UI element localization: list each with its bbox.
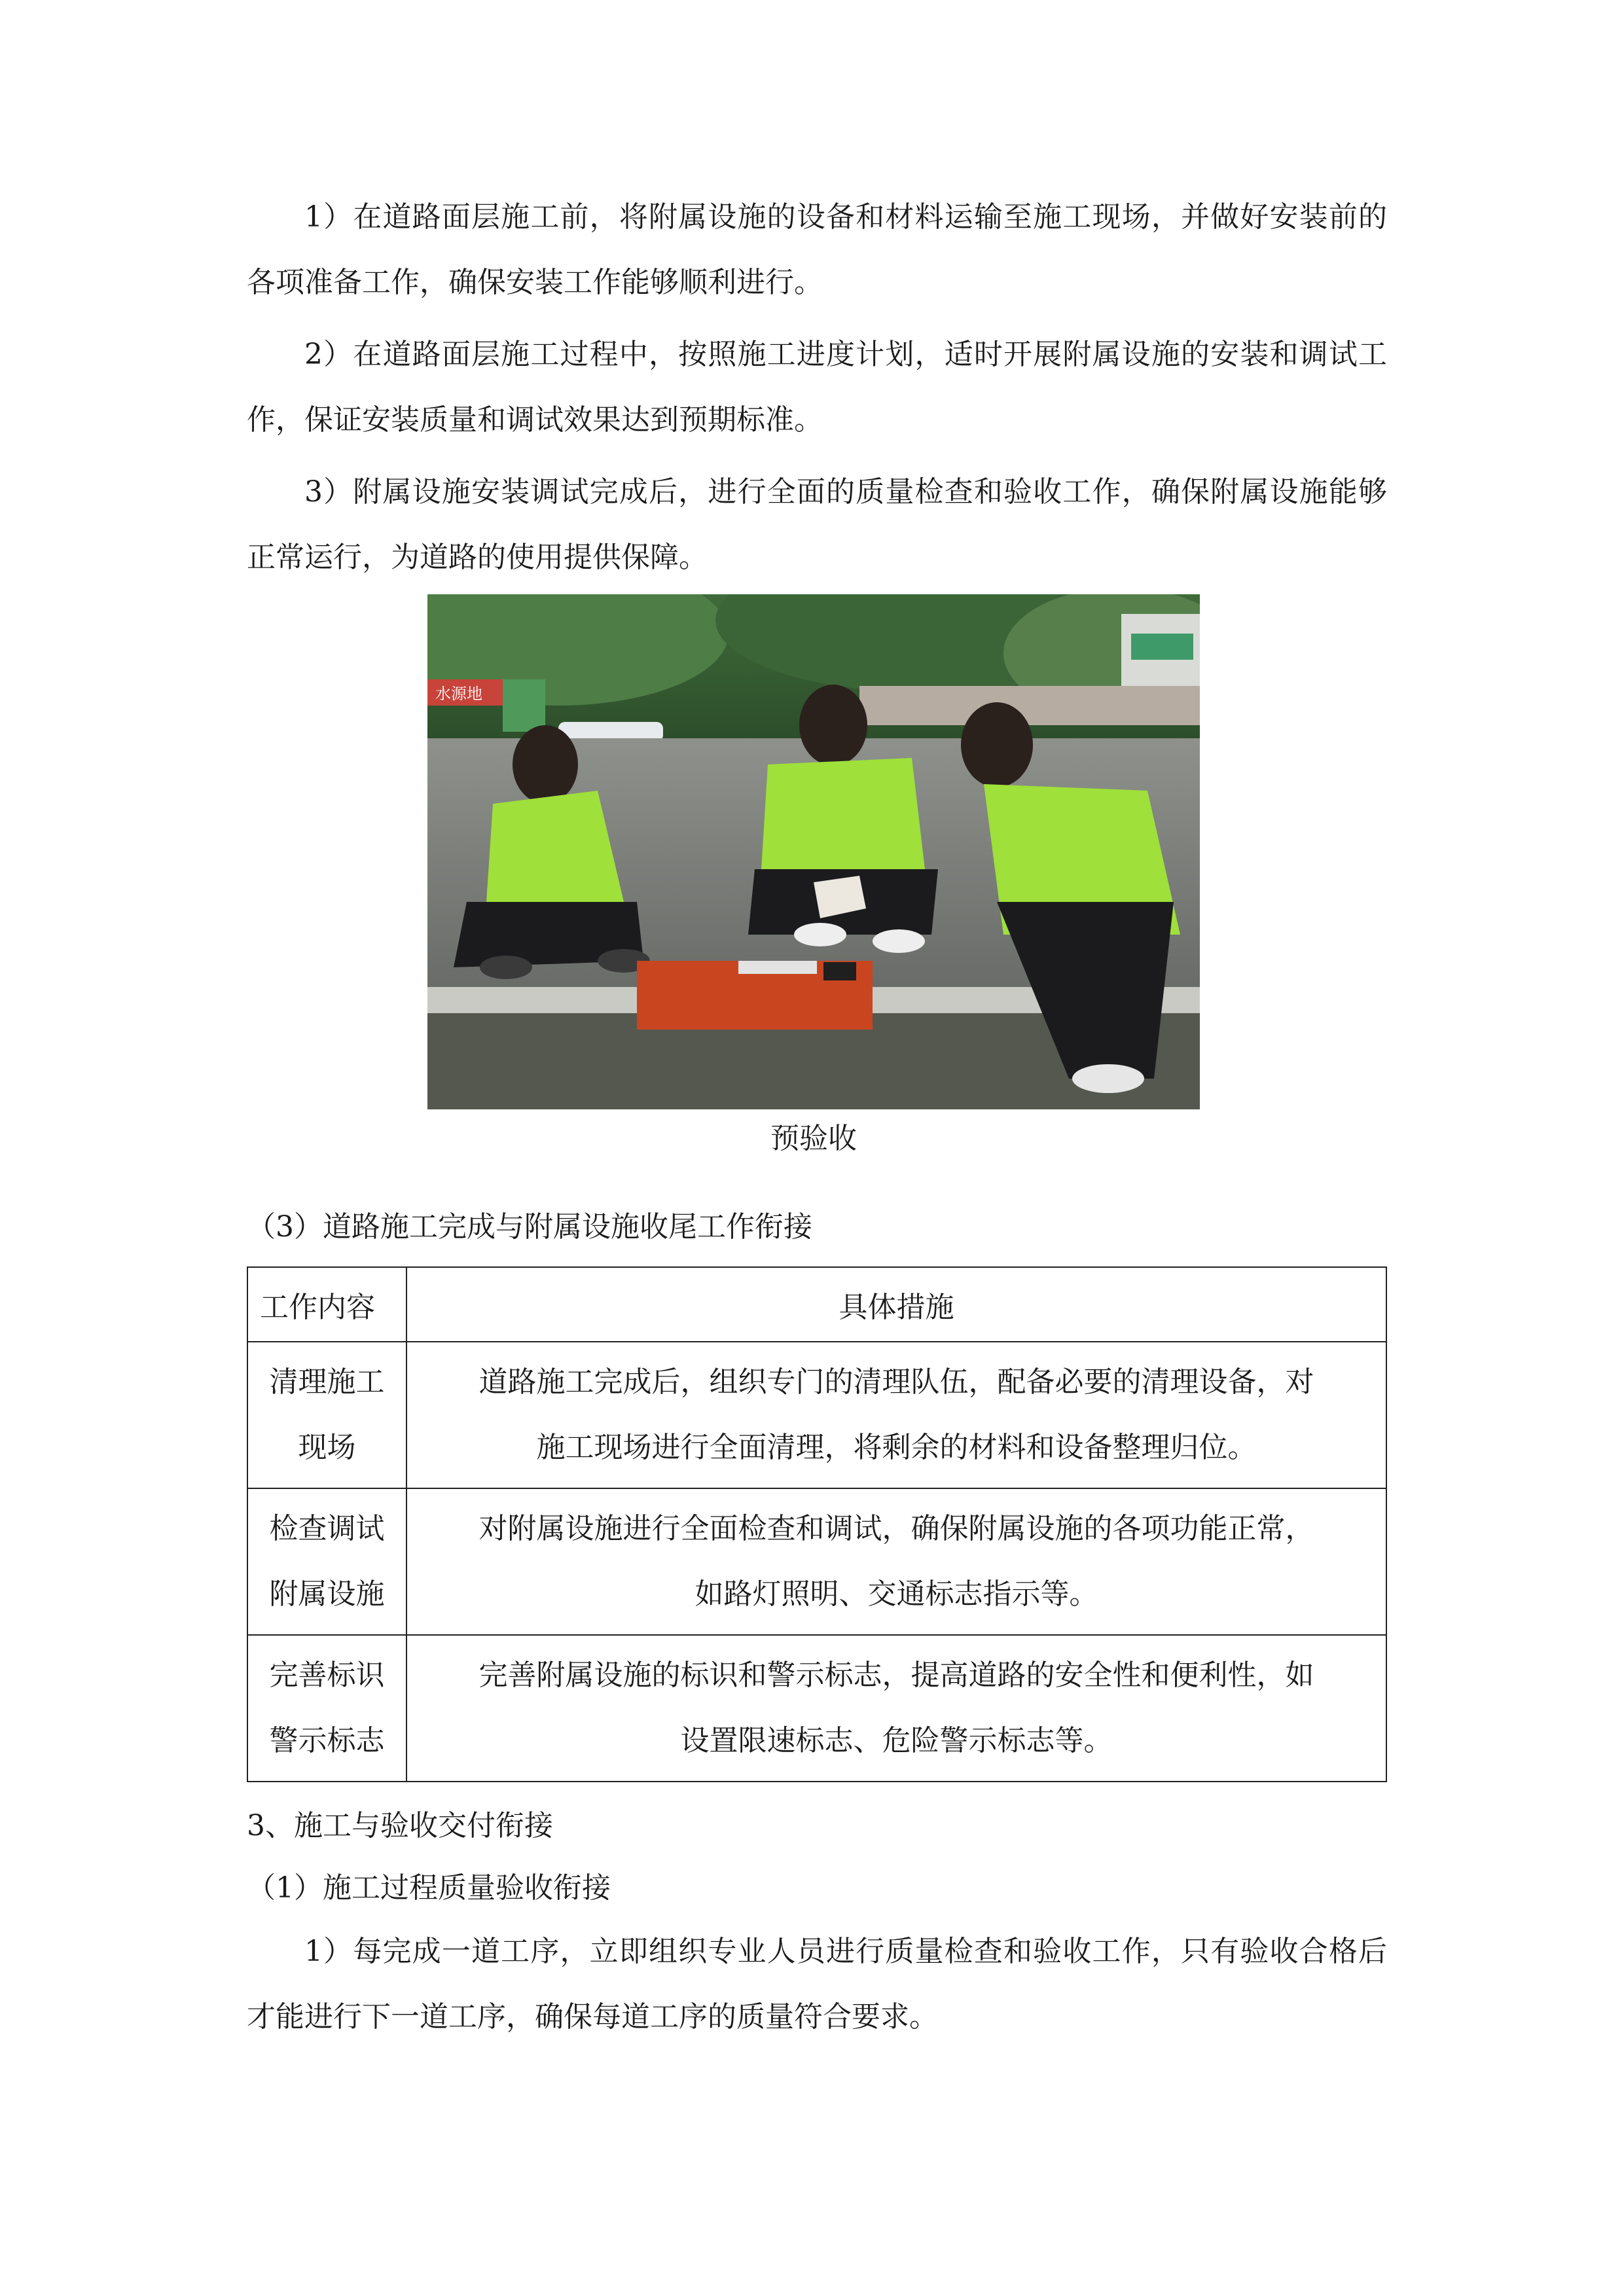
measures-table [247, 1266, 1387, 1782]
photo-sign-text: 水源地 [435, 685, 482, 703]
row-desc-line: 设置限速标志、危险警示标志等。 [680, 1724, 1113, 1757]
table-row [247, 1488, 1386, 1635]
row-name [247, 1635, 406, 1782]
section-3-heading: 3、施工与验收交付衔接 [247, 1809, 553, 1842]
row-desc-line: 对附属设施进行全面检查和调试，确保附属设施的各项功能正常， [478, 1512, 1314, 1545]
paragraph-step-2: 2）在道路面层施工过程中，按照施工进度计划，适时开展附属设施的安装和调试工作，保证安装质量和调试效果达到预期标准。 [247, 338, 1387, 437]
row-desc-line: 如路灯照明、交通标志指示等。 [695, 1577, 1098, 1611]
paragraph-step-3: 3）附属设施安装调试完成后，进行全面的质量检查和验收工作，确保附属设施能够正常运行，为道路的使用提供保障。 [247, 475, 1387, 574]
row-desc-line: 道路施工完成后，组织专门的清理队伍，配备必要的清理设备，对 [478, 1365, 1314, 1399]
table-row [247, 1635, 1386, 1782]
row-name-line: 清理施工 [269, 1365, 385, 1399]
photo-caption: 预验收 [770, 1122, 857, 1155]
row-desc-line: 施工现场进行全面清理，将剩余的材料和设备整理归位。 [536, 1431, 1257, 1464]
photo-illustration [427, 594, 1200, 1109]
header-measures: 具体措施 [406, 1267, 1386, 1342]
paragraph-step-1: 1）在道路面层施工前，将附属设施的设备和材料运输至施工现场，并做好安装前的各项准备工作，确保安装工作能够顺利进行。 [247, 200, 1387, 299]
row-desc [406, 1342, 1386, 1488]
pre-acceptance-photo [427, 594, 1200, 1109]
row-name-line: 附属设施 [269, 1577, 385, 1611]
row-name-line: 警示标志 [269, 1724, 385, 1757]
row-desc-line: 完善附属设施的标识和警示标志，提高道路的安全性和便利性，如 [478, 1659, 1314, 1692]
subsection-heading: （1）施工过程质量验收衔接 [247, 1871, 611, 1905]
paragraph-bottom: 1）每完成一道工序，立即组织专业人员进行质量检查和验收工作，只有验收合格后才能进行下一道工序，确保每道工序的质量符合要求。 [247, 1935, 1387, 2034]
row-name [247, 1488, 406, 1635]
row-desc [406, 1488, 1386, 1635]
row-name-line: 完善标识 [269, 1659, 385, 1692]
header-work-content: 工作内容 [247, 1267, 406, 1342]
table-header-row [247, 1267, 1386, 1342]
row-desc [406, 1635, 1386, 1782]
row-name-line: 检查调试 [269, 1512, 385, 1545]
table-row [247, 1342, 1386, 1488]
section-heading: （3）道路施工完成与附属设施收尾工作衔接 [247, 1210, 812, 1244]
row-name [247, 1342, 406, 1488]
row-name-line: 现场 [298, 1431, 356, 1464]
